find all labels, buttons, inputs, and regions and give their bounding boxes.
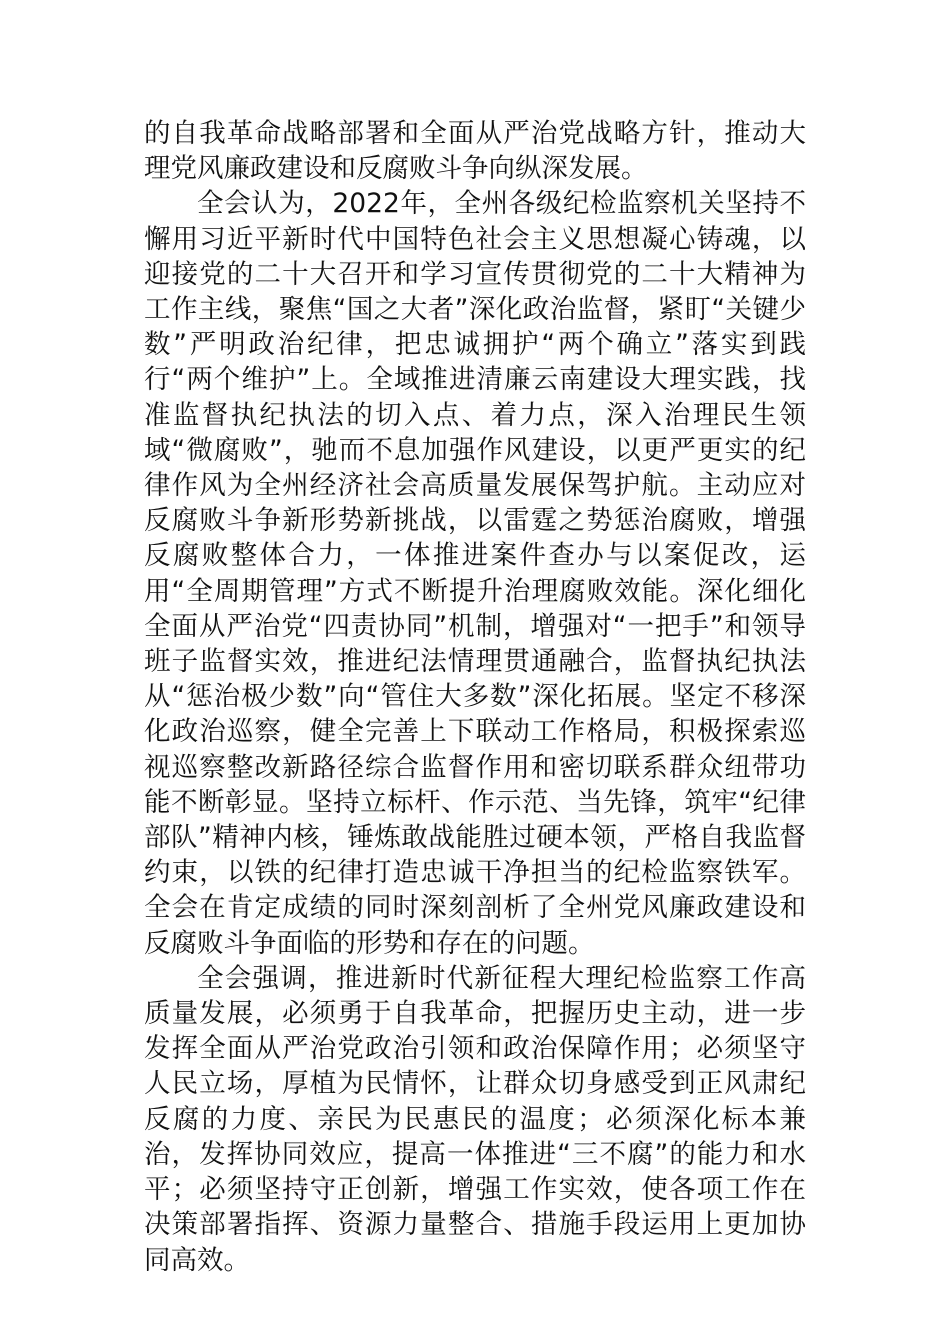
paragraph-continuation: 的自我革命战略部署和全面从严治党战略方针，推动大理党风廉政建设和反腐败斗争向纵深发展。 (144, 118, 806, 185)
document-page (144, 116, 806, 1278)
paragraph-plenary-emphasis: 全会强调，推进新时代新征程大理纪检监察工作高质量发展，必须勇于自我革命，把握历史主动，进一步发挥全面从严治党政治引领和政治保障作用；必须坚守人民立场，厚植为民情怀，让群众切身感受到正风肃纪反腐的力度、亲民为民惠民的温度；必须深化标本兼治，发挥协同效应，提高一体推进“三不腐”的能力和水平；必须坚持守正创新，增强工作实效，使各项工作在决策部署指挥、资源力量整合、措施手段运用上更加协同高效。 (144, 962, 806, 1276)
paragraph-plenary-review: 全会认为，2022年，全州各级纪检监察机关坚持不懈用习近平新时代中国特色社会主义思想凝心铸魂，以迎接党的二十大召开和学习宣传贯彻党的二十大精神为工作主线，聚焦“国之大者”深化政治监督，紧盯“关键少数”严明政治纪律，把忠诚拥护“两个确立”落实到践行“两个维护”上。全域推进清廉云南建设大理实践，找准监督执纪执法的切入点、着力点，深入治理民生领域“微腐败”，驰而不息加强作风建设，以更严更实的纪律作风为全州经济社会高质量发展保驾护航。主动应对反腐败斗争新形势新挑战，以雷霆之势惩治腐败，增强反腐败整体合力，一体推进案件查办与以案促改，运用“全周期管理”方式不断提升治理腐败效能。深化细化全面从严治党“四责协同”机制，增强对“一把手”和领导班子监督实效，推进纪法情理贯通融合，监督执纪执法从“惩治极少数”向“管住大多数”深化拓展。坚定不移深化政治巡察，健全完善上下联动工作格局，积极探索巡视巡察整改新路径综合监督作用和密切联系群众纽带功能不断彰显。坚持立标杆、作示范、当先锋，筑牢“纪律部队”精神内核，锤炼敢战能胜过硬本领，严格自我监督约束，以铁的纪律打造忠诚干净担当的纪检监察铁军。全会在肯定成绩的同时深刻剖析了全州党风廉政建设和反腐败斗争面临的形势和存在的问题。 (144, 188, 806, 959)
